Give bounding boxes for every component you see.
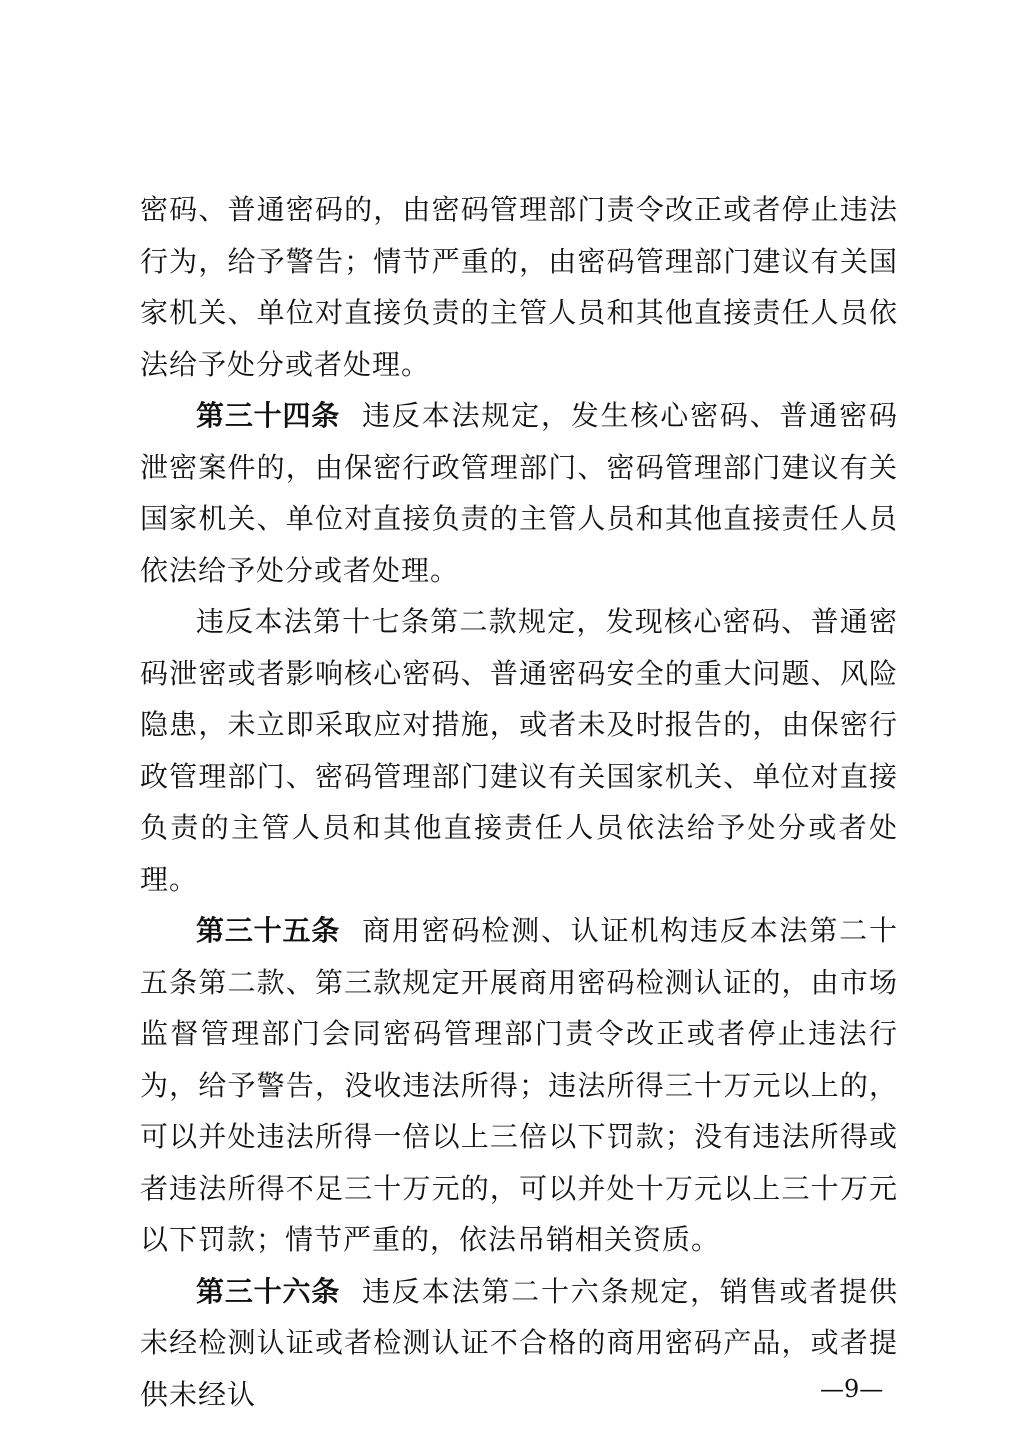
paragraph-text: 违反本法规定，发生核心密码、普通密码泄密案件的，由保密行政管理部门、密码管理部门建议有关国家机关、单位对直接负责的主管人员和其他直接责任人员依法给予处分或者处理。 xyxy=(140,399,898,587)
article-36 xyxy=(140,1266,898,1421)
article-title: 第三十四条 xyxy=(196,399,341,432)
paragraph-text: 违反本法第二十六条规定，销售或者提供未经检测认证或者检测认证不合格的商用密码产品，或者提供未经认 xyxy=(140,1274,898,1411)
paragraph-continuation xyxy=(140,184,898,390)
article-34-paragraph-2 xyxy=(140,596,898,905)
article-title: 第三十六条 xyxy=(196,1274,341,1308)
article-title: 第三十五条 xyxy=(196,914,341,947)
paragraph-text: 密码、普通密码的，由密码管理部门责令改正或者停止违法行为，给予警告；情节严重的，由密码管理部门建议有关国家机关、单位对直接负责的主管人员和其他直接责任人员依法给予处分或者处理。 xyxy=(140,193,898,381)
page-number: —9— xyxy=(820,1375,884,1403)
article-34 xyxy=(140,390,898,596)
paragraph-text: 商用密码检测、认证机构违反本法第二十五条第二款、第三款规定开展商用密码检测认证的，由市场监督管理部门会同密码管理部门责令改正或者停止违法行为，给予警告，没收违法所得；违法所得三十万元以上的，可以并处违法所得一倍以上三倍以下罚款；没有违法所得或者违法所得不足三十万元的，可以并处十万元以上三十万元以下罚款；情节严重的，依法吊销相关资质。 xyxy=(140,914,898,1256)
article-35 xyxy=(140,905,898,1266)
document-body xyxy=(140,184,898,1420)
paragraph-text: 违反本法第十七条第二款规定，发现核心密码、普通密码泄密或者影响核心密码、普通密码安全的重大问题、风险隐患，未立即采取应对措施，或者未及时报告的，由保密行政管理部门、密码管理部门建议有关国家机关、单位对直接负责的主管人员和其他直接责任人员依法给予处分或者处理。 xyxy=(140,605,898,896)
